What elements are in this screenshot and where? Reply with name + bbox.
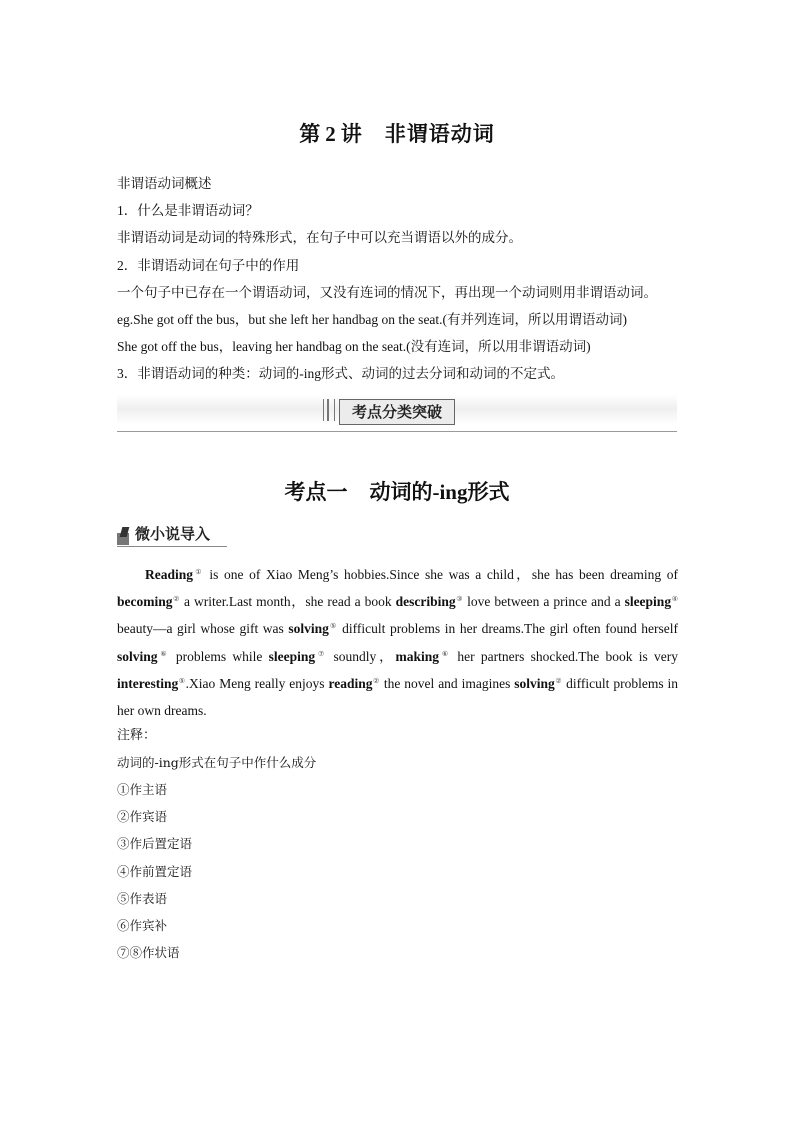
lecture-number: 2 bbox=[325, 122, 337, 146]
story-text: problems while bbox=[169, 648, 269, 664]
note-marker: ② bbox=[172, 595, 181, 604]
note-marker: ③ bbox=[455, 595, 464, 604]
key-word: solving bbox=[288, 621, 329, 637]
answer-1: 非谓语动词是动词的特殊形式，在句子中可以充当谓语以外的成分。 bbox=[117, 230, 522, 246]
story-text: love between a prince and a bbox=[463, 594, 625, 610]
story-text: .Xiao Meng really enjoys bbox=[185, 675, 329, 691]
key-word: interesting bbox=[117, 675, 179, 691]
note-marker: ② bbox=[554, 676, 563, 685]
note-marker: ① bbox=[193, 568, 204, 576]
story-text: soundly， bbox=[327, 648, 396, 664]
subsection-underline bbox=[117, 546, 227, 547]
title-prefix: 第 bbox=[299, 122, 322, 146]
note-marker: ⑤ bbox=[328, 622, 338, 631]
banner-bars-icon bbox=[323, 399, 335, 421]
story-text: the novel and imagines bbox=[379, 675, 515, 691]
note-marker: ② bbox=[372, 676, 380, 685]
overview-section bbox=[117, 170, 682, 388]
title-unit: 讲 bbox=[340, 122, 363, 146]
question-3: 3．非谓语动词的种类：动词的-ing形式、动词的过去分词和动词的不定式。 bbox=[117, 366, 564, 382]
story-paragraph bbox=[117, 561, 678, 724]
story-text: difficult problems in her dreams.The girl often found herself bbox=[337, 621, 679, 637]
subsection-label: 微小说导入 bbox=[135, 525, 211, 543]
note-marker: ④ bbox=[671, 595, 678, 604]
example-1: eg.She got off the bus，but she left her handbag on the seat.(有并列连词，所以用谓语动词) bbox=[117, 312, 628, 328]
key-word: sleeping bbox=[624, 594, 672, 610]
subsection-badge bbox=[117, 523, 227, 547]
story-text: beauty—a girl whose gift was bbox=[117, 621, 289, 637]
section-title bbox=[0, 476, 794, 506]
question-2: 2．非谓语动词在句子中的作用 bbox=[117, 257, 300, 273]
note-item: ③作后置定语 bbox=[117, 836, 193, 852]
note-marker: ⑤ bbox=[178, 676, 186, 685]
notes-label: 注释： bbox=[117, 728, 157, 743]
bookmark-icon bbox=[117, 533, 129, 545]
key-word: describing bbox=[395, 594, 456, 610]
banner-rule bbox=[117, 431, 677, 432]
overview-heading: 非谓语动词概述 bbox=[117, 176, 212, 191]
title-text: 非谓语动词 bbox=[384, 122, 495, 146]
key-word: solving bbox=[117, 648, 158, 664]
notes-section bbox=[117, 722, 682, 966]
section-number: 考点一 bbox=[284, 480, 348, 504]
key-word: Reading bbox=[145, 567, 194, 582]
note-item: ⑦⑧作状语 bbox=[117, 945, 180, 961]
notes-list bbox=[117, 776, 682, 966]
key-word: becoming bbox=[117, 594, 173, 610]
key-word: sleeping bbox=[268, 648, 316, 664]
note-item: ④作前置定语 bbox=[117, 863, 193, 879]
key-word: reading bbox=[328, 675, 373, 691]
key-word: making bbox=[395, 648, 440, 664]
notes-heading: 动词的-ing形式在句子中作什么成分 bbox=[117, 755, 317, 770]
banner-label: 考点分类突破 bbox=[339, 399, 455, 425]
section-banner bbox=[117, 391, 677, 439]
note-item: ⑥作宾补 bbox=[117, 918, 168, 934]
note-item: ①作主语 bbox=[117, 782, 168, 797]
section-topic: 动词的-ing形式 bbox=[369, 480, 510, 504]
example-2: She got off the bus，leaving her handbag on the seat.(没有连词，所以用非谓语动词) bbox=[117, 339, 591, 355]
page-title bbox=[0, 118, 794, 148]
story-text: difficult problems in her own dreams. bbox=[117, 675, 679, 719]
note-item: ⑤作表语 bbox=[117, 890, 168, 906]
note-marker: ⑥ bbox=[157, 649, 170, 658]
story-text: her partners shocked.The book is very bbox=[451, 648, 678, 664]
question-1: 1．什么是非谓语动词？ bbox=[117, 203, 259, 219]
story-text: a writer.Last month，she read a book bbox=[180, 594, 396, 610]
story-text: is one of Xiao Meng’s hobbies.Since she was a child，she has been dreaming of bbox=[203, 567, 679, 582]
note-marker: ⑦ bbox=[315, 649, 328, 658]
answer-2: 一个句子中已存在一个谓语动词，又没有连词的情况下，再出现一个动词则用非谓语动词。 bbox=[117, 284, 657, 300]
key-word: solving bbox=[514, 675, 555, 691]
note-item: ②作宾语 bbox=[117, 809, 168, 825]
note-marker: ⑥ bbox=[439, 649, 452, 658]
